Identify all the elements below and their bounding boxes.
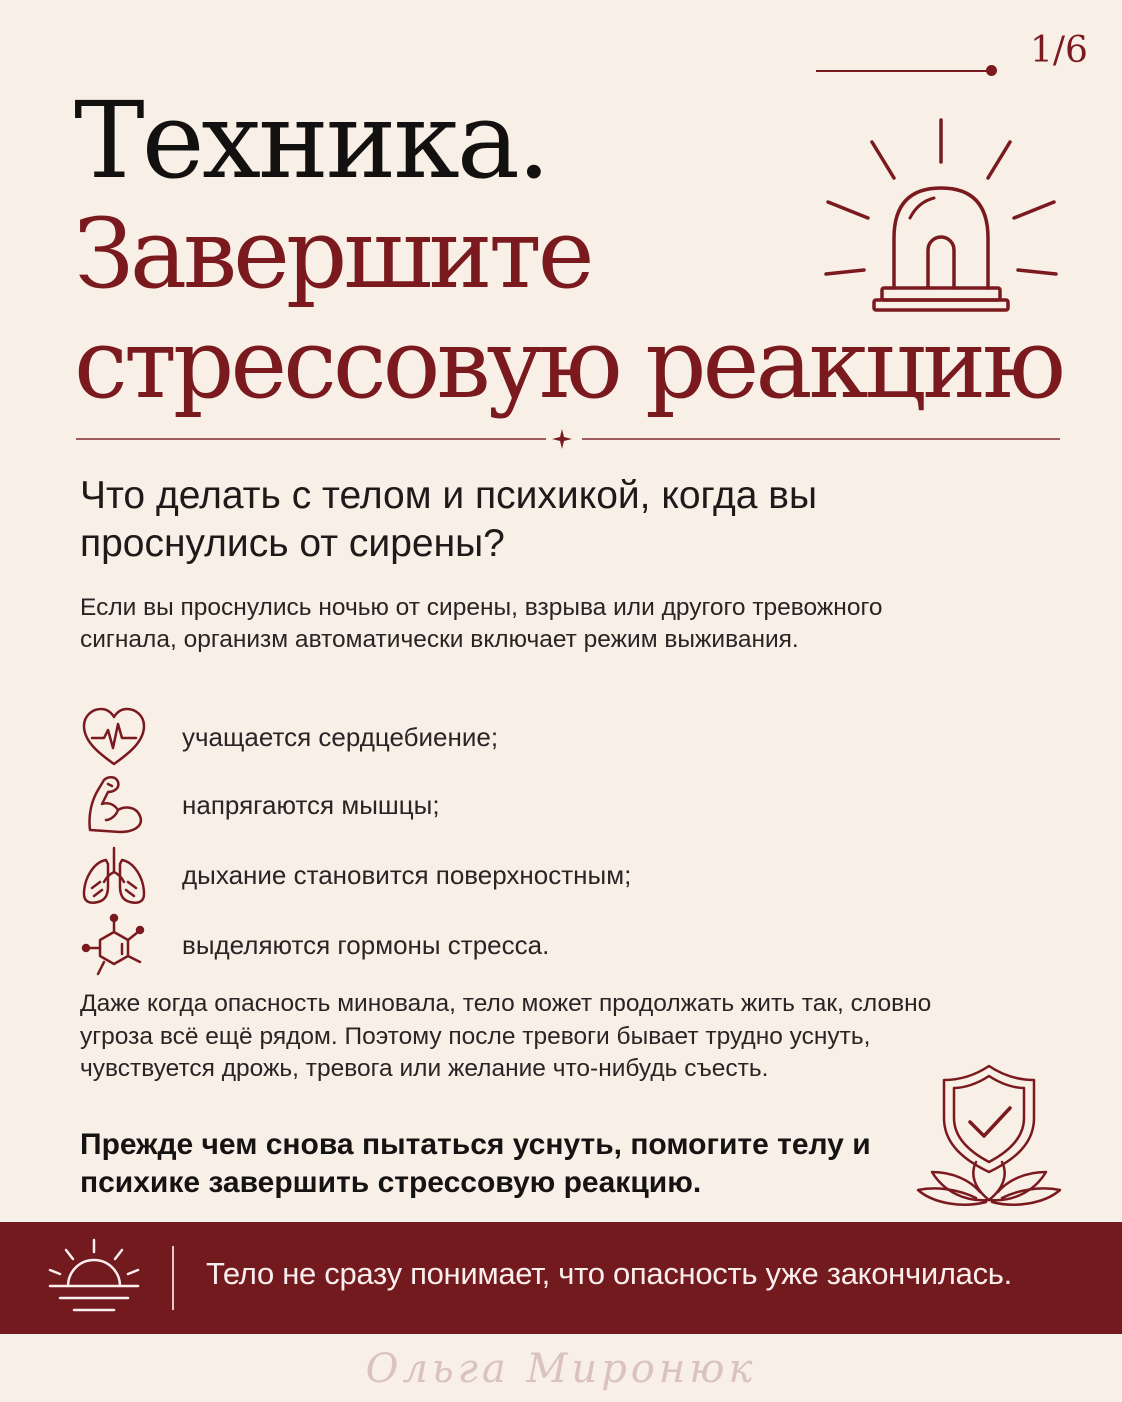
heart-pulse-icon [80, 704, 148, 772]
page-counter-dot [986, 65, 997, 76]
intro-paragraph: Если вы проснулись ночью от сирены, взрыва или другого тревожного сигнала, организм автоматически включает режим выживания. [80, 594, 883, 653]
title-line-3: стрессовую реакцию [74, 308, 1062, 420]
symptom-text: учащается сердцебиение; [182, 722, 499, 752]
divider-right [582, 438, 1060, 440]
symptom-text: выделяются гормоны стресса. [182, 930, 550, 960]
body-paragraph: Даже когда опасность миновала, тело может продолжать жить так, словно угроза всё ещё рядом. Поэтому после тревоги бывает трудно уснуть, чувствуется дрожь, тревога или желание что-нибудь съесть. [80, 990, 932, 1082]
subtitle: Что делать с телом и психикой, когда вы проснулись от сирены? [80, 474, 818, 565]
title-line-2: Завершите [74, 198, 591, 310]
flexed-arm-icon [80, 772, 148, 840]
shield-lotus-icon [914, 1060, 1064, 1210]
divider-left [76, 438, 546, 440]
star-divider-icon [552, 429, 572, 449]
author-signature: Ольга Миронюк [365, 1346, 757, 1392]
symptom-text: напрягаются мышцы; [182, 790, 440, 820]
list-item [80, 704, 880, 774]
bottom-banner [0, 1222, 1122, 1334]
title-line-1: Техника. [74, 79, 548, 202]
page-counter-line [816, 70, 992, 72]
list-item [80, 772, 880, 842]
emphasis-text: Прежде чем снова пытаться уснуть, помогите телу и психике завершить стрессовую реакцию. [80, 1128, 871, 1199]
sunrise-icon [46, 1236, 142, 1320]
list-item [80, 912, 880, 982]
banner-separator [172, 1246, 174, 1310]
list-item [80, 842, 880, 912]
lungs-icon [80, 842, 148, 910]
siren-icon [816, 110, 1066, 320]
molecule-icon [80, 912, 148, 980]
banner-text: Тело не сразу понимает, что опасность уже закончилась. [206, 1256, 1012, 1291]
page-counter: 1/6 [1030, 30, 1088, 71]
symptom-text: дыхание становится поверхностным; [182, 860, 632, 890]
